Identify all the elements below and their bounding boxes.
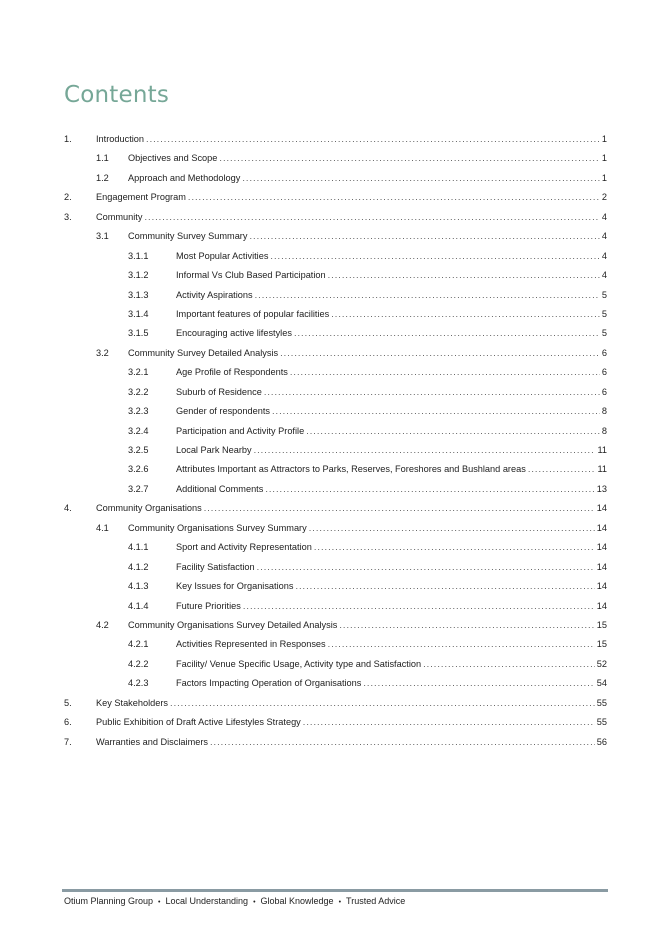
toc-entry-line (96, 499, 607, 518)
footer-tagline (64, 896, 405, 906)
toc-entry[interactable] (64, 694, 607, 713)
toc-entry-number: 4.2.2 (128, 658, 149, 669)
toc-entry-number: 4.1.1 (128, 542, 149, 553)
toc-entry-line (176, 324, 607, 343)
toc-entry-page: 14 (596, 542, 607, 553)
toc-entry[interactable] (64, 344, 607, 363)
toc-dot-leader (294, 324, 600, 343)
toc-entry[interactable] (64, 324, 607, 343)
toc-entry-page: 13 (596, 483, 607, 494)
toc-entry-line (176, 441, 607, 460)
toc-dot-leader (328, 266, 600, 285)
toc-entry-number: 6. (64, 717, 72, 728)
toc-entry-label: Activities Represented in Responses (176, 639, 326, 650)
toc-entry-page: 8 (601, 425, 607, 436)
toc-entry-number: 1.2 (96, 172, 109, 183)
toc-entry-line (128, 227, 607, 246)
toc-entry-line (176, 363, 607, 382)
toc-entry-page: 5 (601, 289, 607, 300)
toc-entry-line (128, 169, 607, 188)
toc-entry-page: 11 (597, 464, 607, 475)
toc-entry-page: 1 (601, 172, 607, 183)
toc-entry-label: Gender of respondents (176, 406, 270, 417)
toc-entry-page: 14 (596, 561, 607, 572)
toc-entry[interactable] (64, 266, 607, 285)
toc-entry-number: 3.2.5 (128, 445, 149, 455)
footer-separator: • (158, 899, 161, 906)
toc-dot-leader (423, 655, 595, 674)
toc-entry-label: Introduction (96, 134, 145, 144)
toc-entry-number: 3.1.2 (128, 270, 149, 281)
toc-dot-leader (331, 305, 600, 324)
toc-entry-label: Objectives and Scope (128, 153, 218, 164)
table-of-contents (64, 130, 607, 752)
toc-entry-line (176, 383, 607, 402)
toc-entry-number: 3.2 (96, 347, 109, 358)
toc-entry-number: 3.1.5 (128, 328, 149, 339)
toc-entry-label: Facility Satisfaction (176, 561, 255, 572)
toc-entry-label: Key Stakeholders (96, 697, 169, 708)
toc-entry-line (96, 130, 607, 149)
toc-dot-leader (363, 674, 594, 693)
toc-entry-line (176, 577, 607, 596)
toc-entry-label: Community Survey Detailed Analysis (128, 347, 279, 358)
toc-entry[interactable] (64, 286, 607, 305)
toc-entry-number: 3.1.4 (128, 308, 149, 319)
toc-entry-number: 3.2.6 (128, 464, 149, 475)
toc-entry[interactable] (64, 577, 607, 596)
toc-entry-line (176, 655, 607, 674)
toc-entry[interactable] (64, 733, 607, 752)
toc-dot-leader (303, 713, 595, 732)
toc-entry-line (128, 344, 607, 363)
toc-entry-label: Community Organisations Survey Detailed Analysis (128, 619, 338, 630)
toc-entry-label: Local Park Nearby (176, 445, 252, 455)
toc-entry-number: 1. (64, 134, 72, 144)
toc-entry-number: 4.2.1 (128, 639, 149, 650)
toc-entry-line (176, 266, 607, 285)
toc-dot-leader (170, 694, 595, 713)
toc-entry-page: 14 (596, 581, 607, 592)
toc-entry-label: Warranties and Disclaimers (96, 736, 208, 747)
page-title: Contents (64, 82, 170, 108)
toc-entry[interactable] (64, 227, 607, 246)
toc-dot-leader (242, 169, 600, 188)
toc-entry-number: 4. (64, 503, 72, 514)
toc-entry[interactable] (64, 616, 607, 635)
toc-entry[interactable] (64, 305, 607, 324)
toc-entry-line (96, 208, 607, 227)
toc-entry-line (176, 538, 607, 557)
toc-entry-line (96, 733, 607, 752)
toc-entry-number: 3. (64, 211, 72, 222)
footer-item: Trusted Advice (346, 896, 406, 906)
toc-entry-page: 5 (601, 328, 607, 339)
toc-entry-line (96, 694, 607, 713)
toc-entry-label: Community Organisations Survey Summary (128, 522, 307, 533)
toc-entry-label: Sport and Activity Representation (176, 542, 312, 553)
toc-entry-number: 4.1.2 (128, 561, 149, 572)
toc-entry[interactable] (64, 558, 607, 577)
toc-dot-leader (295, 577, 594, 596)
toc-entry-label: Important features of popular facilities (176, 308, 330, 319)
toc-entry-number: 3.2.3 (128, 406, 149, 417)
toc-entry-label: Future Priorities (176, 600, 241, 611)
toc-entry-page: 15 (596, 639, 607, 650)
toc-entry[interactable] (64, 538, 607, 557)
toc-entry-number: 3.2.7 (128, 483, 149, 494)
toc-entry-number: 4.1.4 (128, 600, 149, 611)
toc-entry-label: Key Issues for Organisations (176, 581, 294, 592)
footer-item: Global Knowledge (260, 896, 334, 906)
toc-entry-number: 4.2.3 (128, 678, 149, 689)
toc-entry-page: 6 (601, 347, 607, 358)
toc-entry[interactable] (64, 674, 607, 693)
toc-entry-label: Additional Comments (176, 483, 264, 494)
toc-entry-page: 5 (601, 308, 607, 319)
toc-entry-label: Attributes Important as Attractors to Parks, Reserves, Foreshores and Bushland areas (176, 464, 526, 475)
toc-entry-page: 4 (601, 211, 607, 222)
toc-entry-label: Most Popular Activities (176, 250, 269, 261)
toc-entry-page: 14 (596, 522, 607, 533)
toc-entry-number: 3.2.4 (128, 425, 149, 436)
toc-entry-line (128, 519, 607, 538)
toc-dot-leader (314, 538, 595, 557)
toc-entry-number: 3.1 (96, 231, 109, 242)
toc-entry-number: 1.1 (96, 153, 109, 164)
toc-entry[interactable] (64, 635, 607, 654)
toc-entry-number: 3.1.1 (128, 250, 149, 261)
toc-entry-number: 4.1.3 (128, 581, 149, 592)
toc-entry-page: 4 (601, 270, 607, 281)
toc-entry-page: 11 (597, 445, 607, 455)
footer-item: Otium Planning Group (64, 896, 154, 906)
toc-dot-leader (306, 422, 600, 441)
toc-entry-number: 5. (64, 697, 72, 708)
toc-entry[interactable] (64, 149, 607, 168)
toc-entry-page: 56 (596, 736, 607, 747)
toc-entry-label: Public Exhibition of Draft Active Lifestyles Strategy (96, 717, 301, 728)
toc-entry[interactable] (64, 363, 607, 382)
toc-entry-line (96, 188, 607, 207)
footer-divider (62, 889, 608, 892)
toc-entry-line (96, 713, 607, 732)
toc-entry-page: 14 (596, 600, 607, 611)
toc-dot-leader (264, 383, 600, 402)
toc-entry-line (128, 616, 607, 635)
toc-entry-line (176, 286, 607, 305)
toc-entry-number: 4.2 (96, 619, 109, 630)
toc-entry-page: 55 (596, 717, 607, 728)
toc-dot-leader (257, 558, 595, 577)
toc-dot-leader (243, 597, 595, 616)
toc-entry[interactable] (64, 519, 607, 538)
toc-dot-leader (146, 130, 600, 149)
toc-entry-label: Age Profile of Respondents (176, 367, 288, 378)
toc-entry[interactable] (64, 383, 607, 402)
toc-dot-leader (254, 441, 596, 460)
toc-dot-leader (204, 499, 595, 518)
toc-entry-page: 8 (601, 406, 607, 417)
toc-entry-line (176, 402, 607, 421)
toc-entry-line (176, 480, 607, 499)
toc-entry-number: 3.2.1 (128, 367, 149, 378)
toc-entry-line (176, 247, 607, 266)
toc-entry[interactable] (64, 422, 607, 441)
toc-entry-label: Participation and Activity Profile (176, 425, 305, 436)
toc-dot-leader (328, 635, 595, 654)
toc-entry-label: Activity Aspirations (176, 289, 253, 300)
toc-entry-label: Community (96, 211, 143, 222)
toc-entry[interactable] (64, 208, 607, 227)
toc-entry-label: Informal Vs Club Based Participation (176, 270, 326, 281)
footer-item: Local Understanding (165, 896, 249, 906)
toc-dot-leader (144, 208, 599, 227)
toc-entry-page: 14 (596, 503, 607, 514)
toc-entry-label: Engagement Program (96, 192, 186, 203)
toc-entry[interactable] (64, 655, 607, 674)
toc-entry-line (176, 597, 607, 616)
footer-separator: • (253, 899, 256, 906)
toc-entry-page: 54 (596, 678, 607, 689)
toc-dot-leader (210, 733, 595, 752)
toc-entry[interactable] (64, 597, 607, 616)
toc-entry-number: 3.2.2 (128, 386, 149, 397)
toc-entry-page: 52 (596, 658, 607, 669)
toc-entry-page: 6 (601, 367, 607, 378)
toc-entry-line (176, 422, 607, 441)
toc-entry-label: Approach and Methodology (128, 172, 241, 183)
toc-entry-page: 4 (601, 250, 607, 261)
toc-dot-leader (309, 519, 595, 538)
toc-entry-page: 55 (596, 697, 607, 708)
toc-entry-number: 3.1.3 (128, 289, 149, 300)
toc-entry-page: 15 (596, 619, 607, 630)
toc-entry-page: 1 (601, 134, 607, 144)
footer-separator: • (338, 899, 342, 906)
toc-entry-label: Suburb of Residence (176, 386, 262, 397)
toc-entry[interactable] (64, 460, 607, 479)
toc-dot-leader (280, 344, 600, 363)
toc-entry[interactable] (64, 130, 607, 149)
toc-entry[interactable] (64, 247, 607, 266)
toc-dot-leader (249, 227, 599, 246)
toc-entry-label: Factors Impacting Operation of Organisations (176, 678, 362, 689)
toc-entry-line (128, 149, 607, 168)
toc-dot-leader (270, 247, 599, 266)
toc-dot-leader (265, 480, 594, 499)
toc-entry-label: Community Organisations (96, 503, 202, 514)
toc-entry[interactable] (64, 188, 607, 207)
toc-entry-line (176, 305, 607, 324)
toc-entry-line (176, 674, 607, 693)
toc-entry[interactable] (64, 402, 607, 421)
toc-entry-number: 2. (64, 192, 72, 203)
toc-entry-page: 4 (601, 231, 607, 242)
toc-entry-line (176, 558, 607, 577)
toc-entry-page: 1 (601, 153, 607, 164)
toc-entry-page: 6 (601, 386, 607, 397)
toc-entry-page: 2 (601, 192, 607, 203)
toc-entry[interactable] (64, 480, 607, 499)
toc-entry-label: Encouraging active lifestyles (176, 328, 292, 339)
toc-entry-number: 7. (64, 736, 72, 747)
toc-entry[interactable] (64, 713, 607, 732)
toc-dot-leader (272, 402, 600, 421)
toc-entry-label: Facility/ Venue Specific Usage, Activity type and Satisfaction (176, 658, 422, 669)
toc-entry-line (176, 635, 607, 654)
toc-dot-leader (339, 616, 594, 635)
toc-dot-leader (255, 286, 600, 305)
toc-entry[interactable] (64, 499, 607, 518)
toc-dot-leader (290, 363, 600, 382)
toc-entry-label: Community Survey Summary (128, 231, 248, 242)
toc-dot-leader (528, 460, 596, 479)
toc-dot-leader (188, 188, 600, 207)
toc-entry[interactable] (64, 441, 607, 460)
toc-entry[interactable] (64, 169, 607, 188)
toc-entry-number: 4.1 (96, 522, 109, 533)
toc-dot-leader (219, 149, 599, 168)
toc-entry-line (176, 460, 607, 479)
